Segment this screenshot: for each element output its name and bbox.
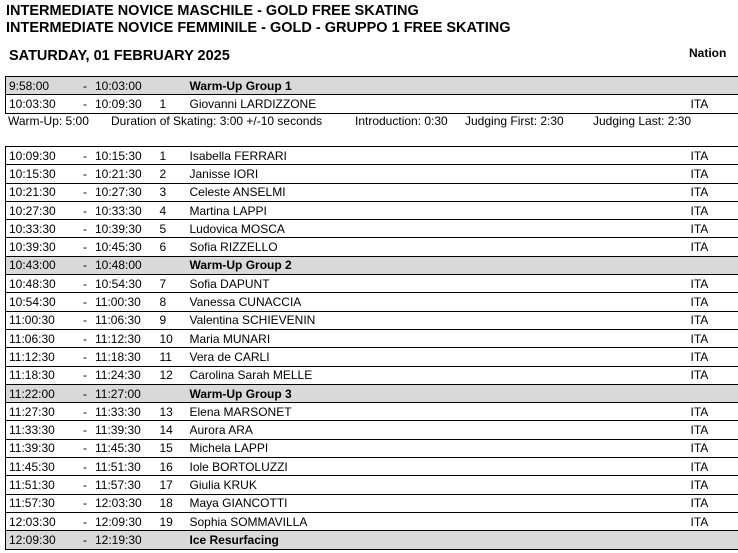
end-time: 10:21:30 <box>95 166 142 181</box>
time-range <box>6 77 156 95</box>
time-range <box>6 512 156 530</box>
schedule-table-main <box>5 146 738 550</box>
start-number: 18 <box>156 494 188 512</box>
end-time: 11:57:30 <box>95 477 141 492</box>
time-separator: - <box>83 331 87 346</box>
time-range <box>6 238 156 256</box>
start-time: 10:27:30 <box>9 203 56 218</box>
schedule-skater-row <box>6 165 738 183</box>
time-range <box>6 147 156 165</box>
start-time: 12:09:30 <box>9 532 56 547</box>
schedule-skater-row <box>6 201 738 219</box>
end-time: 10:03:00 <box>95 78 142 93</box>
time-range <box>6 201 156 219</box>
time-separator: - <box>83 477 87 492</box>
time-separator: - <box>83 258 87 273</box>
nation-code: ITA <box>686 311 738 329</box>
schedule-group-row <box>6 77 738 95</box>
nation-code <box>686 77 738 95</box>
start-time: 9:58:00 <box>9 78 50 93</box>
skater-name: Carolina Sarah MELLE <box>188 366 686 384</box>
start-time: 10:48:30 <box>9 276 56 291</box>
judging-last-duration: Judging Last: 2:30 <box>593 114 692 128</box>
schedule-skater-row <box>6 147 738 165</box>
start-number: 17 <box>156 476 188 494</box>
time-separator: - <box>83 514 87 529</box>
start-time: 10:43:00 <box>9 258 56 273</box>
end-time: 11:39:30 <box>95 423 141 438</box>
nation-code <box>686 384 738 402</box>
time-range <box>6 183 156 201</box>
end-time: 10:33:30 <box>95 203 142 218</box>
nation-code: ITA <box>686 458 738 476</box>
schedule-skater-row <box>6 421 738 439</box>
time-separator: - <box>83 459 87 474</box>
end-time: 11:45:30 <box>95 441 141 456</box>
schedule-skater-row <box>6 238 738 256</box>
schedule-skater-row <box>6 439 738 457</box>
skater-name: Sofia RIZZELLO <box>188 238 686 256</box>
start-number: 19 <box>156 512 188 530</box>
start-number: 2 <box>156 165 188 183</box>
skater-name: Isabella FERRARI <box>188 147 686 165</box>
skater-name: Ludovica MOSCA <box>188 220 686 238</box>
start-number: 1 <box>156 147 188 165</box>
start-time: 11:57:30 <box>9 496 55 511</box>
nation-code: ITA <box>686 494 738 512</box>
nation-code: ITA <box>686 348 738 366</box>
schedule-skater-row <box>6 95 738 113</box>
schedule-table-group1 <box>5 76 738 114</box>
start-number: 9 <box>156 311 188 329</box>
schedule-skater-row <box>6 329 738 347</box>
start-number: 3 <box>156 183 188 201</box>
nation-code: ITA <box>686 275 738 293</box>
time-range <box>6 531 156 549</box>
time-separator: - <box>83 532 87 547</box>
time-separator: - <box>83 496 87 511</box>
nation-code: ITA <box>686 366 738 384</box>
start-time: 10:33:30 <box>9 221 56 236</box>
nation-code: ITA <box>686 201 738 219</box>
event-title-line2: INTERMEDIATE NOVICE FEMMINILE - GOLD - GRUPPO 1 FREE SKATING <box>6 20 511 36</box>
start-time: 11:51:30 <box>9 477 55 492</box>
end-time: 10:54:30 <box>95 276 142 291</box>
start-time: 10:54:30 <box>9 295 56 310</box>
time-separator: - <box>83 276 87 291</box>
skater-name: Sofia DAPUNT <box>188 275 686 293</box>
skater-name: Celeste ANSELMI <box>188 183 686 201</box>
time-separator: - <box>83 423 87 438</box>
end-time: 11:06:30 <box>95 313 141 328</box>
schedule-skater-row <box>6 403 738 421</box>
time-separator: - <box>83 203 87 218</box>
time-separator: - <box>83 441 87 456</box>
nation-code: ITA <box>686 329 738 347</box>
schedule-skater-row <box>6 293 738 311</box>
end-time: 12:03:30 <box>95 496 142 511</box>
start-time: 11:39:30 <box>9 441 55 456</box>
time-separator: - <box>83 166 87 181</box>
skater-name: Michela LAPPI <box>188 439 686 457</box>
time-separator: - <box>83 368 87 383</box>
start-time: 10:03:30 <box>9 96 56 111</box>
schedule-skater-row <box>6 458 738 476</box>
start-number: 15 <box>156 439 188 457</box>
start-number: 4 <box>156 201 188 219</box>
start-number: 5 <box>156 220 188 238</box>
skater-name: Giovanni LARDIZZONE <box>188 95 686 113</box>
nation-code <box>686 256 738 274</box>
time-separator: - <box>83 221 87 236</box>
time-range <box>6 421 156 439</box>
start-time: 11:45:30 <box>9 459 55 474</box>
nation-code: ITA <box>686 476 738 494</box>
start-number: 1 <box>156 95 188 113</box>
schedule-skater-row <box>6 311 738 329</box>
start-time: 10:39:30 <box>9 240 56 255</box>
nation-code <box>686 531 738 549</box>
time-range <box>6 439 156 457</box>
start-time: 11:06:30 <box>9 331 55 346</box>
nation-code: ITA <box>686 403 738 421</box>
nation-code: ITA <box>686 421 738 439</box>
schedule-skater-row <box>6 220 738 238</box>
nation-code: ITA <box>686 293 738 311</box>
start-time: 12:03:30 <box>9 514 56 529</box>
time-separator: - <box>83 349 87 364</box>
time-separator: - <box>83 240 87 255</box>
time-range <box>6 366 156 384</box>
end-time: 10:39:30 <box>95 221 142 236</box>
skater-name: Elena MARSONET <box>188 403 686 421</box>
start-time: 11:33:30 <box>9 423 55 438</box>
skater-name: Iole BORTOLUZZI <box>188 458 686 476</box>
time-separator: - <box>83 295 87 310</box>
start-time: 11:18:30 <box>9 368 55 383</box>
time-range <box>6 165 156 183</box>
skater-name: Warm-Up Group 2 <box>188 256 686 274</box>
nation-code: ITA <box>686 220 738 238</box>
schedule-group-row <box>6 531 738 549</box>
schedule-skater-row <box>6 275 738 293</box>
start-number: 6 <box>156 238 188 256</box>
schedule-skater-row <box>6 512 738 530</box>
skater-name: Janisse IORI <box>188 165 686 183</box>
end-time: 10:27:30 <box>95 185 142 200</box>
skater-name: Martina LAPPI <box>188 201 686 219</box>
start-number: 16 <box>156 458 188 476</box>
nation-code: ITA <box>686 439 738 457</box>
skater-name: Ice Resurfacing <box>188 531 686 549</box>
time-range <box>6 275 156 293</box>
introduction-duration: Introduction: 0:30 <box>355 114 448 128</box>
end-time: 11:12:30 <box>95 331 141 346</box>
time-separator: - <box>83 313 87 328</box>
time-range <box>6 311 156 329</box>
skater-name: Valentina SCHIEVENIN <box>188 311 686 329</box>
end-time: 10:09:30 <box>95 96 142 111</box>
time-range <box>6 494 156 512</box>
schedule-skater-row <box>6 476 738 494</box>
schedule-skater-row <box>6 366 738 384</box>
start-number <box>156 531 188 549</box>
time-separator: - <box>83 96 87 111</box>
time-separator: - <box>83 404 87 419</box>
end-time: 11:27:00 <box>95 386 141 401</box>
start-number: 14 <box>156 421 188 439</box>
end-time: 10:48:00 <box>95 258 142 273</box>
start-number: 8 <box>156 293 188 311</box>
time-range <box>6 220 156 238</box>
time-separator: - <box>83 148 87 163</box>
nation-code: ITA <box>686 183 738 201</box>
end-time: 11:24:30 <box>95 368 141 383</box>
skater-name: Warm-Up Group 1 <box>188 77 686 95</box>
nation-column-header: Nation <box>689 46 727 60</box>
start-time: 11:00:30 <box>9 313 55 328</box>
time-range <box>6 403 156 421</box>
end-time: 11:51:30 <box>95 459 141 474</box>
nation-code: ITA <box>686 512 738 530</box>
skater-name: Maya GIANCOTTI <box>188 494 686 512</box>
warmup-duration: Warm-Up: 5:00 <box>8 114 89 128</box>
start-number <box>156 77 188 95</box>
end-time: 10:15:30 <box>95 148 142 163</box>
time-separator: - <box>83 78 87 93</box>
time-range <box>6 256 156 274</box>
time-range <box>6 384 156 402</box>
time-range <box>6 329 156 347</box>
start-time: 11:27:30 <box>9 404 55 419</box>
time-separator: - <box>83 185 87 200</box>
schedule-group-row <box>6 384 738 402</box>
schedule-group-row <box>6 256 738 274</box>
start-number: 11 <box>156 348 188 366</box>
schedule-date: SATURDAY, 01 FEBRUARY 2025 <box>9 48 230 64</box>
start-number: 7 <box>156 275 188 293</box>
start-time: 11:22:00 <box>9 386 55 401</box>
skater-name: Vanessa CUNACCIA <box>188 293 686 311</box>
nation-code: ITA <box>686 165 738 183</box>
skater-name: Sophia SOMMAVILLA <box>188 512 686 530</box>
start-time: 10:09:30 <box>9 148 56 163</box>
end-time: 12:09:30 <box>95 514 142 529</box>
start-number: 13 <box>156 403 188 421</box>
skater-name: Giulia KRUK <box>188 476 686 494</box>
start-number: 12 <box>156 366 188 384</box>
end-time: 11:00:30 <box>95 295 141 310</box>
end-time: 11:33:30 <box>95 404 141 419</box>
schedule-skater-row <box>6 348 738 366</box>
event-title-line1: INTERMEDIATE NOVICE MASCHILE - GOLD FREE SKATING <box>6 3 419 19</box>
start-time: 10:15:30 <box>9 166 56 181</box>
start-time: 11:12:30 <box>9 349 55 364</box>
skater-name: Maria MUNARI <box>188 329 686 347</box>
time-separator: - <box>83 386 87 401</box>
time-range <box>6 476 156 494</box>
end-time: 10:45:30 <box>95 240 142 255</box>
skater-name: Vera de CARLI <box>188 348 686 366</box>
skating-duration: Duration of Skating: 3:00 +/-10 seconds <box>111 114 323 128</box>
skater-name: Aurora ARA <box>188 421 686 439</box>
time-range <box>6 95 156 113</box>
start-number <box>156 256 188 274</box>
start-number: 10 <box>156 329 188 347</box>
schedule-skater-row <box>6 183 738 201</box>
nation-code: ITA <box>686 238 738 256</box>
end-time: 12:19:30 <box>95 532 142 547</box>
time-range <box>6 293 156 311</box>
nation-code: ITA <box>686 147 738 165</box>
skater-name: Warm-Up Group 3 <box>188 384 686 402</box>
end-time: 11:18:30 <box>95 349 141 364</box>
time-range <box>6 458 156 476</box>
start-time: 10:21:30 <box>9 185 56 200</box>
start-number <box>156 384 188 402</box>
nation-code: ITA <box>686 95 738 113</box>
schedule-skater-row <box>6 494 738 512</box>
judging-first-duration: Judging First: 2:30 <box>465 114 564 128</box>
time-range <box>6 348 156 366</box>
